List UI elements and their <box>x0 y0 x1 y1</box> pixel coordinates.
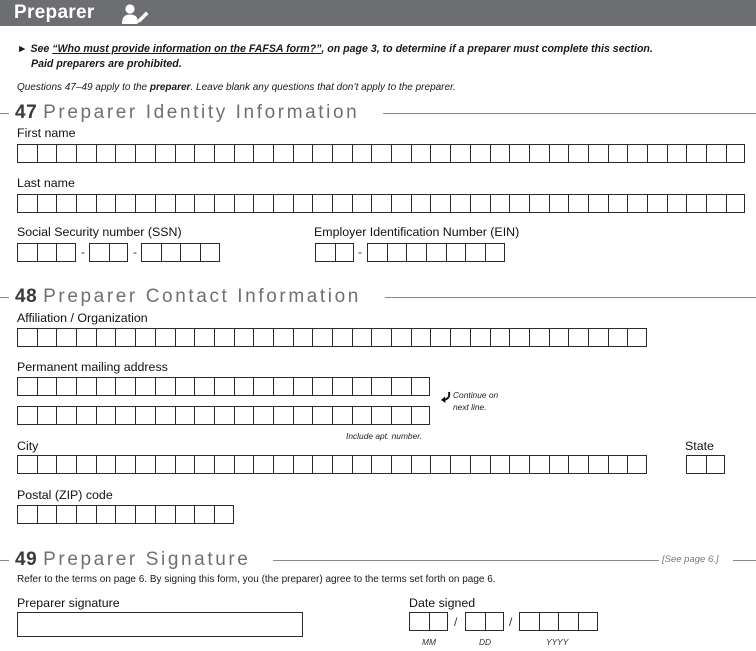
char-box[interactable] <box>89 243 109 262</box>
char-box[interactable] <box>115 194 135 213</box>
char-box[interactable] <box>175 455 195 474</box>
apt-note: Include apt. number. <box>346 431 423 441</box>
char-box[interactable] <box>608 144 628 163</box>
char-box[interactable] <box>37 406 57 425</box>
date-month-boxes[interactable] <box>409 612 448 631</box>
zip-boxes[interactable] <box>17 505 234 524</box>
char-box[interactable] <box>509 455 529 474</box>
char-box[interactable] <box>253 328 273 347</box>
char-box[interactable] <box>76 455 96 474</box>
zip-label: Postal (ZIP) code <box>17 488 113 502</box>
char-box[interactable] <box>194 194 214 213</box>
char-box[interactable] <box>529 455 549 474</box>
char-box[interactable] <box>371 328 391 347</box>
char-box[interactable] <box>56 406 76 425</box>
char-box[interactable] <box>588 328 608 347</box>
char-box[interactable] <box>312 406 332 425</box>
char-box[interactable] <box>234 406 254 425</box>
char-box[interactable] <box>509 328 529 347</box>
char-box[interactable] <box>17 505 37 524</box>
char-box[interactable] <box>200 243 220 262</box>
char-box[interactable] <box>293 377 313 396</box>
char-box[interactable] <box>470 194 490 213</box>
char-box[interactable] <box>367 243 387 262</box>
section-rule <box>273 560 659 561</box>
char-box[interactable] <box>391 377 411 396</box>
char-box[interactable] <box>175 144 195 163</box>
char-box[interactable] <box>490 328 510 347</box>
char-box[interactable] <box>450 194 470 213</box>
char-box[interactable] <box>96 505 116 524</box>
section-title: Preparer <box>14 2 95 23</box>
char-box[interactable] <box>332 377 352 396</box>
char-box[interactable] <box>352 144 372 163</box>
char-box[interactable] <box>56 505 76 524</box>
char-box[interactable] <box>578 612 598 631</box>
char-box[interactable] <box>135 505 155 524</box>
char-box[interactable] <box>96 144 116 163</box>
char-box[interactable] <box>76 406 96 425</box>
char-box[interactable] <box>214 144 234 163</box>
char-box[interactable] <box>17 194 37 213</box>
char-box[interactable] <box>273 328 293 347</box>
char-box[interactable] <box>627 144 647 163</box>
state-label: State <box>685 439 714 453</box>
last-name-boxes[interactable] <box>17 194 745 213</box>
char-box[interactable] <box>56 194 76 213</box>
char-box[interactable] <box>430 194 450 213</box>
char-box[interactable] <box>430 455 450 474</box>
section-rule <box>383 113 756 114</box>
char-box[interactable] <box>253 377 273 396</box>
char-box[interactable] <box>96 194 116 213</box>
ein-label: Employer Identification Number (EIN) <box>314 225 520 239</box>
char-box[interactable] <box>273 194 293 213</box>
char-box[interactable] <box>115 328 135 347</box>
address-label: Permanent mailing address <box>17 360 168 374</box>
char-box[interactable] <box>450 328 470 347</box>
char-box[interactable] <box>135 377 155 396</box>
arrow-icon: ► <box>17 43 28 55</box>
char-box[interactable] <box>155 328 175 347</box>
char-box[interactable] <box>155 144 175 163</box>
char-box[interactable] <box>194 505 214 524</box>
char-box[interactable] <box>135 455 155 474</box>
char-box[interactable] <box>430 328 450 347</box>
char-box[interactable] <box>470 144 490 163</box>
char-box[interactable] <box>608 328 628 347</box>
char-box[interactable] <box>234 194 254 213</box>
char-box[interactable] <box>37 328 57 347</box>
section-49-heading: 49 Preparer Signature <box>15 549 251 570</box>
char-box[interactable] <box>391 144 411 163</box>
char-box[interactable] <box>568 194 588 213</box>
char-box[interactable] <box>568 455 588 474</box>
city-label: City <box>17 439 39 453</box>
char-box[interactable] <box>411 377 431 396</box>
terms-text: Refer to the terms on page 6. By signing this form, you (the preparer) agree to the terms set forth on page 6. <box>17 574 496 585</box>
char-box[interactable] <box>568 144 588 163</box>
char-box[interactable] <box>490 194 510 213</box>
char-box[interactable] <box>588 144 608 163</box>
char-box[interactable] <box>175 328 195 347</box>
char-box[interactable] <box>430 144 450 163</box>
char-box[interactable] <box>667 144 687 163</box>
char-box[interactable] <box>539 612 559 631</box>
char-box[interactable] <box>686 194 706 213</box>
char-box[interactable] <box>293 455 313 474</box>
char-box[interactable] <box>234 455 254 474</box>
char-box[interactable] <box>194 328 214 347</box>
mm-label: MM <box>422 637 436 647</box>
address-line-2-boxes[interactable] <box>17 406 430 425</box>
char-box[interactable] <box>529 144 549 163</box>
char-box[interactable] <box>588 194 608 213</box>
char-box[interactable] <box>332 328 352 347</box>
char-box[interactable] <box>568 328 588 347</box>
instruction-line-1: ► See “Who must provide information on the FAFSA form?”, on page 3, to determine if a preparer must complete this section. <box>17 43 653 55</box>
char-box[interactable] <box>194 455 214 474</box>
char-box[interactable] <box>549 144 569 163</box>
char-box[interactable] <box>194 406 214 425</box>
char-box[interactable] <box>509 194 529 213</box>
char-box[interactable] <box>426 243 446 262</box>
char-box[interactable] <box>76 144 96 163</box>
char-box[interactable] <box>371 194 391 213</box>
char-box[interactable] <box>214 505 234 524</box>
char-box[interactable] <box>352 455 372 474</box>
char-box[interactable] <box>109 243 129 262</box>
char-box[interactable] <box>706 455 726 474</box>
char-box[interactable] <box>17 377 37 396</box>
char-box[interactable] <box>214 455 234 474</box>
char-box[interactable] <box>37 243 57 262</box>
char-box[interactable] <box>76 194 96 213</box>
char-box[interactable] <box>234 377 254 396</box>
char-box[interactable] <box>76 328 96 347</box>
char-box[interactable] <box>115 377 135 396</box>
ssn-group-boxes[interactable] <box>89 243 128 262</box>
char-box[interactable] <box>470 455 490 474</box>
char-box[interactable] <box>234 328 254 347</box>
section-rule <box>385 297 756 298</box>
char-box[interactable] <box>175 377 195 396</box>
ein-suffix-boxes[interactable] <box>367 243 505 262</box>
char-box[interactable] <box>56 243 76 262</box>
char-box[interactable] <box>509 144 529 163</box>
char-box[interactable] <box>558 612 578 631</box>
char-box[interactable] <box>608 194 628 213</box>
char-box[interactable] <box>726 194 746 213</box>
char-box[interactable] <box>627 328 647 347</box>
char-box[interactable] <box>411 194 431 213</box>
affiliation-label: Affiliation / Organization <box>17 311 148 325</box>
char-box[interactable] <box>352 194 372 213</box>
char-box[interactable] <box>627 194 647 213</box>
ssn-dash: - <box>133 245 137 259</box>
char-box[interactable] <box>17 455 37 474</box>
char-box[interactable] <box>312 455 332 474</box>
char-box[interactable] <box>411 406 431 425</box>
char-box[interactable] <box>387 243 407 262</box>
char-box[interactable] <box>667 194 687 213</box>
char-box[interactable] <box>485 243 505 262</box>
char-box[interactable] <box>371 144 391 163</box>
char-box[interactable] <box>686 455 706 474</box>
see-page-note: [See page 6.] <box>662 554 719 565</box>
char-box[interactable] <box>155 377 175 396</box>
char-box[interactable] <box>273 144 293 163</box>
char-box[interactable] <box>706 144 726 163</box>
char-box[interactable] <box>332 144 352 163</box>
section-header-bar <box>0 0 756 26</box>
char-box[interactable] <box>490 144 510 163</box>
char-box[interactable] <box>253 406 273 425</box>
ein-prefix-boxes[interactable] <box>315 243 354 262</box>
char-box[interactable] <box>627 455 647 474</box>
char-box[interactable] <box>726 144 746 163</box>
char-box[interactable] <box>391 194 411 213</box>
continue-note-1: Continue on <box>453 390 499 400</box>
char-box[interactable] <box>647 144 667 163</box>
char-box[interactable] <box>37 144 57 163</box>
char-box[interactable] <box>135 194 155 213</box>
char-box[interactable] <box>115 144 135 163</box>
char-box[interactable] <box>56 328 76 347</box>
char-box[interactable] <box>253 194 273 213</box>
char-box[interactable] <box>155 505 175 524</box>
section-47-heading: 47 Preparer Identity Information <box>15 102 360 123</box>
char-box[interactable] <box>293 406 313 425</box>
char-box[interactable] <box>214 328 234 347</box>
first-name-label: First name <box>17 126 76 140</box>
char-box[interactable] <box>17 243 37 262</box>
char-box[interactable] <box>161 243 181 262</box>
char-box[interactable] <box>214 406 234 425</box>
char-box[interactable] <box>465 243 485 262</box>
char-box[interactable] <box>155 194 175 213</box>
ssn-label: Social Security number (SSN) <box>17 225 182 239</box>
continue-arrow-icon <box>440 391 452 406</box>
char-box[interactable] <box>180 243 200 262</box>
char-box[interactable] <box>293 328 313 347</box>
char-box[interactable] <box>37 505 57 524</box>
char-box[interactable] <box>56 144 76 163</box>
char-box[interactable] <box>411 144 431 163</box>
char-box[interactable] <box>549 328 569 347</box>
date-signed-label: Date signed <box>409 596 476 610</box>
char-box[interactable] <box>706 194 726 213</box>
char-box[interactable] <box>312 377 332 396</box>
char-box[interactable] <box>17 328 37 347</box>
section-rule <box>733 560 756 561</box>
char-box[interactable] <box>371 406 391 425</box>
char-box[interactable] <box>332 194 352 213</box>
char-box[interactable] <box>391 455 411 474</box>
char-box[interactable] <box>485 612 505 631</box>
char-box[interactable] <box>135 144 155 163</box>
char-box[interactable] <box>115 455 135 474</box>
char-box[interactable] <box>115 406 135 425</box>
char-box[interactable] <box>234 144 254 163</box>
person-pen-icon <box>121 3 149 25</box>
char-box[interactable] <box>312 144 332 163</box>
char-box[interactable] <box>293 144 313 163</box>
char-box[interactable] <box>371 377 391 396</box>
char-box[interactable] <box>253 144 273 163</box>
who-must-provide-link[interactable]: “Who must provide information on the FAFSA form?” <box>52 43 322 55</box>
char-box[interactable] <box>352 377 372 396</box>
char-box[interactable] <box>96 328 116 347</box>
char-box[interactable] <box>194 144 214 163</box>
signature-label: Preparer signature <box>17 596 120 610</box>
affiliation-boxes[interactable] <box>17 328 647 347</box>
char-box[interactable] <box>37 194 57 213</box>
ssn-serial-boxes[interactable] <box>141 243 220 262</box>
char-box[interactable] <box>352 328 372 347</box>
char-box[interactable] <box>135 328 155 347</box>
char-box[interactable] <box>17 144 37 163</box>
char-box[interactable] <box>686 144 706 163</box>
char-box[interactable] <box>37 455 57 474</box>
char-box[interactable] <box>332 455 352 474</box>
char-box[interactable] <box>56 377 76 396</box>
char-box[interactable] <box>175 406 195 425</box>
char-box[interactable] <box>96 377 116 396</box>
date-year-boxes[interactable] <box>519 612 598 631</box>
ssn-area-boxes[interactable] <box>17 243 76 262</box>
char-box[interactable] <box>588 455 608 474</box>
char-box[interactable] <box>293 194 313 213</box>
char-box[interactable] <box>17 406 37 425</box>
char-box[interactable] <box>194 377 214 396</box>
char-box[interactable] <box>335 243 355 262</box>
char-box[interactable] <box>273 406 293 425</box>
char-box[interactable] <box>411 455 431 474</box>
yyyy-label: YYYY <box>546 637 569 647</box>
char-box[interactable] <box>411 328 431 347</box>
char-box[interactable] <box>135 406 155 425</box>
char-box[interactable] <box>253 455 273 474</box>
char-box[interactable] <box>519 612 539 631</box>
ssn-dash: - <box>81 245 85 259</box>
date-day-boxes[interactable] <box>465 612 504 631</box>
ein-dash: - <box>358 245 362 259</box>
char-box[interactable] <box>76 505 96 524</box>
date-slash: / <box>454 615 458 629</box>
char-box[interactable] <box>214 377 234 396</box>
char-box[interactable] <box>529 194 549 213</box>
char-box[interactable] <box>315 243 335 262</box>
char-box[interactable] <box>446 243 466 262</box>
char-box[interactable] <box>406 243 426 262</box>
address-line-1-boxes[interactable] <box>17 377 430 396</box>
char-box[interactable] <box>549 455 569 474</box>
first-name-boxes[interactable] <box>17 144 745 163</box>
char-box[interactable] <box>429 612 449 631</box>
char-box[interactable] <box>608 455 628 474</box>
char-box[interactable] <box>409 612 429 631</box>
char-box[interactable] <box>141 243 161 262</box>
char-box[interactable] <box>273 377 293 396</box>
char-box[interactable] <box>490 455 510 474</box>
char-box[interactable] <box>312 194 332 213</box>
char-box[interactable] <box>647 194 667 213</box>
char-box[interactable] <box>175 505 195 524</box>
last-name-label: Last name <box>17 176 75 190</box>
char-box[interactable] <box>115 505 135 524</box>
signature-field[interactable] <box>17 612 303 637</box>
char-box[interactable] <box>312 328 332 347</box>
char-box[interactable] <box>529 328 549 347</box>
char-box[interactable] <box>37 377 57 396</box>
char-box[interactable] <box>391 406 411 425</box>
section-rule <box>0 297 9 298</box>
char-box[interactable] <box>450 455 470 474</box>
char-box[interactable] <box>155 455 175 474</box>
char-box[interactable] <box>549 194 569 213</box>
char-box[interactable] <box>175 194 195 213</box>
instruction-line-2: Paid preparers are prohibited. <box>31 58 182 70</box>
char-box[interactable] <box>371 455 391 474</box>
char-box[interactable] <box>56 455 76 474</box>
char-box[interactable] <box>352 406 372 425</box>
char-box[interactable] <box>465 612 485 631</box>
char-box[interactable] <box>273 455 293 474</box>
char-box[interactable] <box>214 194 234 213</box>
city-boxes[interactable] <box>17 455 647 474</box>
state-boxes[interactable] <box>686 455 725 474</box>
char-box[interactable] <box>332 406 352 425</box>
date-slash: / <box>509 615 513 629</box>
char-box[interactable] <box>155 406 175 425</box>
continue-note-2: next line. <box>453 402 487 412</box>
char-box[interactable] <box>470 328 490 347</box>
questions-note: Questions 47–49 apply to the preparer. Leave blank any questions that don’t apply to the preparer. <box>17 82 456 93</box>
section-rule <box>0 560 9 561</box>
section-48-heading: 48 Preparer Contact Information <box>15 286 361 307</box>
char-box[interactable] <box>76 377 96 396</box>
char-box[interactable] <box>96 455 116 474</box>
char-box[interactable] <box>96 406 116 425</box>
section-rule <box>0 113 9 114</box>
char-box[interactable] <box>450 144 470 163</box>
dd-label: DD <box>479 637 492 647</box>
char-box[interactable] <box>391 328 411 347</box>
